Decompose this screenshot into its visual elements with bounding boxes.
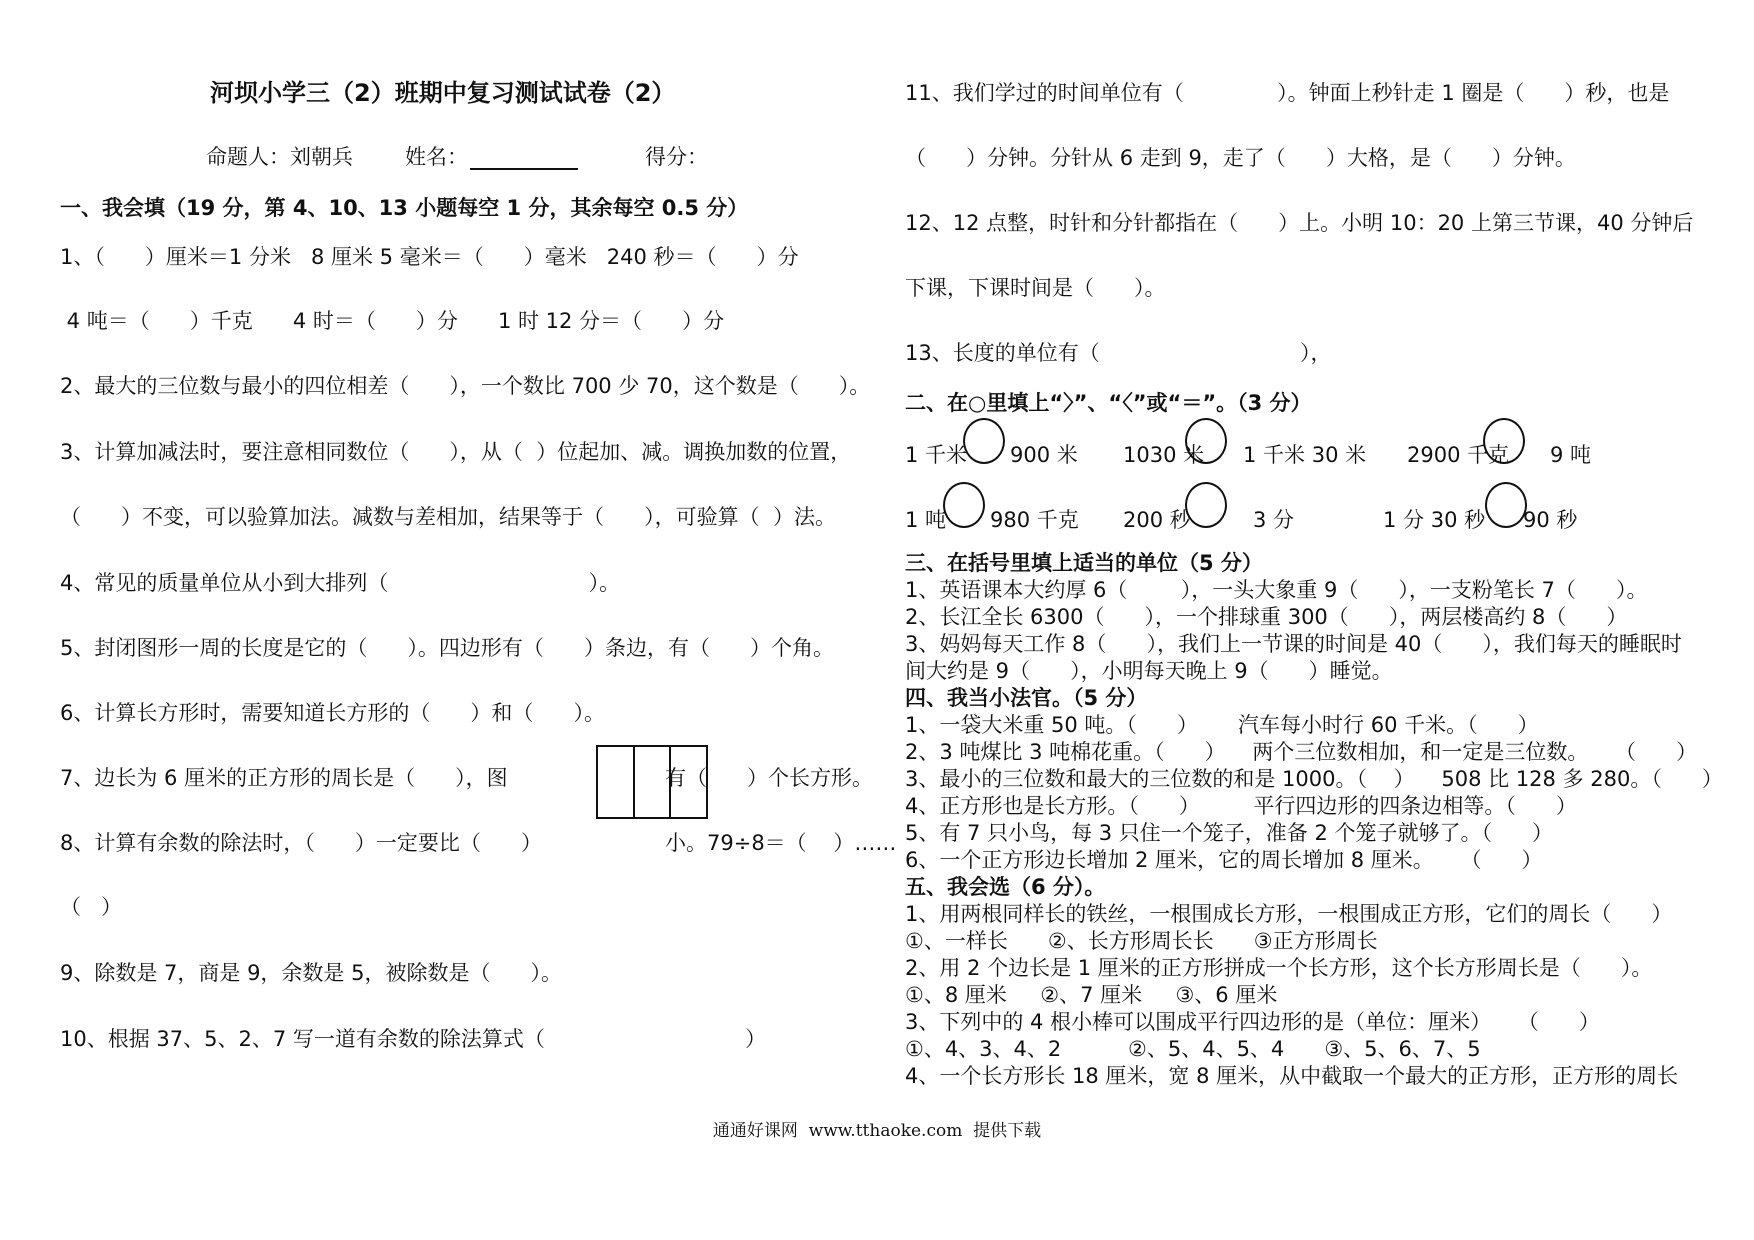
score-label: 得分： xyxy=(645,145,708,169)
question-8c: （ ） xyxy=(60,895,123,919)
s4-question-6: 6、一个正方形边长增加 2 厘米，它的周长增加 8 厘米。 （ ） xyxy=(905,848,1543,872)
question-8a: 8、计算有余数的除法时，（ ）一定要比（ ） xyxy=(60,831,542,855)
question-5: 5、封闭图形一周的长度是它的（ ）。四边形有（ ）条边，有（ ）个角。 xyxy=(60,636,835,660)
s5-question-3-options: ①、4、3、4、2 ②、5、4、5、4 ③、5、6、7、5 xyxy=(905,1037,1481,1061)
compare-item: 3 分 xyxy=(1253,508,1295,532)
question-11a: 11、我们学过的时间单位有（ ）。钟面上秒针走 1 圈是（ ）秒，也是 xyxy=(905,81,1670,105)
compare-item: 1 吨 xyxy=(905,508,947,532)
section-3-heading: 三、在括号里填上适当的单位（5 分） xyxy=(905,551,1263,575)
compare-circle xyxy=(1185,418,1227,464)
s4-question-1: 1、一袋大米重 50 吨。（ ） 汽车每小时行 60 千米。（ ） xyxy=(905,713,1539,737)
question-2: 2、最大的三位数与最小的四位相差（ ），一个数比 700 少 70，这个数是（ ）。 xyxy=(60,374,871,398)
question-13: 13、长度的单位有（ ）， xyxy=(905,341,1332,365)
s5-question-2: 2、用 2 个边长是 1 厘米的正方形拼成一个长方形，这个长方形周长是（ ）。 xyxy=(905,956,1653,980)
page-footer: 通通好课网 www.tthaoke.com 提供下载 xyxy=(712,1121,1042,1141)
section-4-heading: 四、我当小法官。（5 分） xyxy=(905,686,1148,710)
s5-question-3: 3、下列中的 4 根小棒可以围成平行四边形的是（单位：厘米） （ ） xyxy=(905,1010,1600,1034)
question-11b: （ ）分钟。分针从 6 走到 9，走了（ ）大格，是（ ）分钟。 xyxy=(905,146,1576,170)
compare-circle xyxy=(963,418,1005,464)
question-7b: 有（ ）个长方形。 xyxy=(665,766,874,790)
section-2-heading: 二、在○里填上“〉”、“〈”或“＝”。（3 分） xyxy=(905,391,1312,415)
s4-question-4: 4、正方形也是长方形。（ ） 平行四边形的四条边相等。（ ） xyxy=(905,794,1577,818)
section-1-heading: 一、我会填（19 分，第 4、10、13 小题每空 1 分，其余每空 0.5 分） xyxy=(60,196,749,220)
question-9: 9、除数是 7，商是 9，余数是 5，被除数是（ ）。 xyxy=(60,961,563,985)
question-7a: 7、边长为 6 厘米的正方形的周长是（ ），图 xyxy=(60,766,508,790)
compare-circle xyxy=(1483,418,1525,464)
question-8b: 小。79÷8＝（ ）…… xyxy=(665,831,897,855)
section-5-heading: 五、我会选（6 分）。 xyxy=(905,875,1106,899)
question-12a: 12、12 点整，时针和分针都指在（ ）上。小明 10：20 上第三节课，40 分钟后 xyxy=(905,211,1694,235)
exam-author: 命题人：刘朝兵 xyxy=(206,145,353,169)
s4-question-5: 5、有 7 只小鸟，每 3 只住一个笼子，准备 2 个笼子就够了。（ ） xyxy=(905,821,1554,845)
s3-question-3b: 间大约是 9（ ），小明每天晚上 9（ ）睡觉。 xyxy=(905,659,1393,683)
compare-item: 9 吨 xyxy=(1550,443,1592,467)
compare-item: 200 秒 xyxy=(1123,508,1191,532)
name-blank xyxy=(470,146,578,170)
s5-question-1: 1、用两根同样长的铁丝，一根围成长方形，一根围成正方形，它们的周长（ ） xyxy=(905,902,1673,926)
compare-item: 980 千克 xyxy=(990,508,1079,532)
name-label: 姓名： xyxy=(405,145,468,169)
s3-question-1: 1、英语课本大约厚 6（ ），一头大象重 9（ ），一支粉笔长 7（ ）。 xyxy=(905,578,1648,602)
question-1b: 4 吨＝（ ）千克 4 时＝（ ）分 1 时 12 分＝（ ）分 xyxy=(60,309,725,333)
s4-question-3: 3、最小的三位数和最大的三位数的和是 1000。（ ） 508 比 128 多 280。（ ） xyxy=(905,767,1723,791)
question-12b: 下课，下课时间是（ ）。 xyxy=(905,276,1166,300)
s3-question-2: 2、长江全长 6300（ ），一个排球重 300（ ），两层楼高约 8（ ） xyxy=(905,605,1628,629)
compare-item: 1 千米 30 米 xyxy=(1243,443,1367,467)
question-4: 4、常见的质量单位从小到大排列（ ）。 xyxy=(60,571,621,595)
compare-circle xyxy=(1485,482,1527,528)
question-6: 6、计算长方形时，需要知道长方形的（ ）和（ ）。 xyxy=(60,701,605,725)
compare-circle xyxy=(943,482,985,528)
question-10: 10、根据 37、5、2、7 写一道有余数的除法算式（ ） xyxy=(60,1027,767,1051)
question-3a: 3、计算加减法时，要注意相同数位（ ），从（ ）位起加、减。调换加数的位置， xyxy=(60,440,852,464)
compare-item: 2900 千克 xyxy=(1407,443,1510,467)
compare-item: 1 分 30 秒 xyxy=(1383,508,1486,532)
compare-item: 90 秒 xyxy=(1523,508,1578,532)
s5-question-1-options: ①、一样长 ②、长方形周长长 ③正方形周长 xyxy=(905,929,1378,953)
exam-title: 河坝小学三（2）班期中复习测试试卷（2） xyxy=(210,79,676,107)
question-3b: （ ）不变，可以验算加法。减数与差相加，结果等于（ ），可验算（ ）法。 xyxy=(60,505,836,529)
compare-item: 1030 米 xyxy=(1123,443,1205,467)
compare-circle xyxy=(1185,482,1227,528)
s5-question-4: 4、一个长方形长 18 厘米，宽 8 厘米，从中截取一个最大的正方形，正方形的周长 xyxy=(905,1064,1679,1088)
question-1a: 1、（ ）厘米＝1 分米 8 厘米 5 毫米＝（ ）毫米 240 秒＝（ ）分 xyxy=(60,245,799,269)
compare-item: 1 千米 xyxy=(905,443,968,467)
compare-item: 900 米 xyxy=(1010,443,1078,467)
s5-question-2-options: ①、8 厘米 ②、7 厘米 ③、6 厘米 xyxy=(905,983,1278,1007)
s4-question-2: 2、3 吨煤比 3 吨棉花重。（ ） 两个三位数相加，和一定是三位数。 （ ） xyxy=(905,740,1698,764)
s3-question-3a: 3、妈妈每天工作 8（ ），我们上一节课的时间是 40（ ），我们每天的睡眠时 xyxy=(905,632,1682,656)
